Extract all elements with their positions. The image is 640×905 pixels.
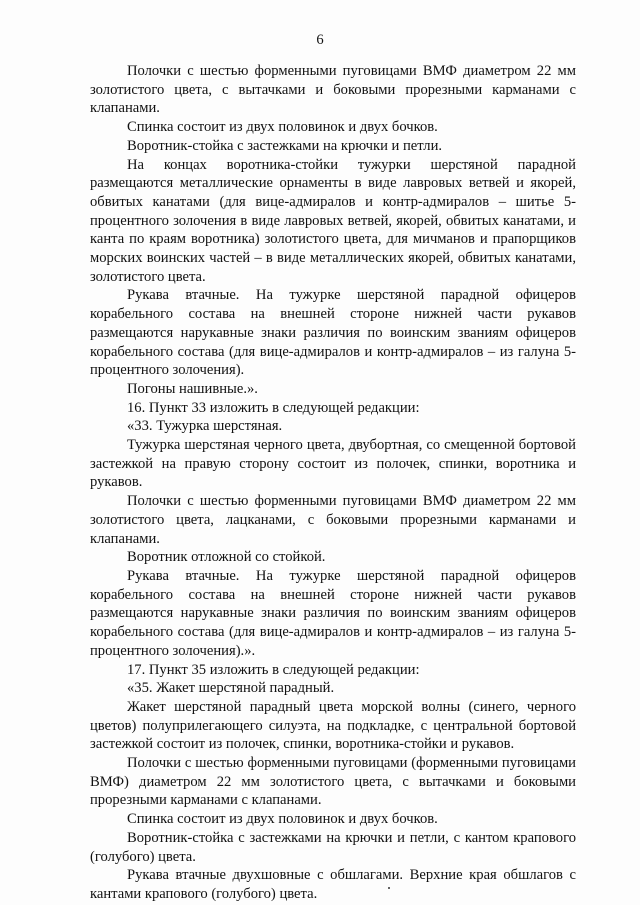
- page-number: 6: [316, 32, 324, 48]
- paragraph: «33. Тужурка шерстяная.: [127, 418, 283, 435]
- paragraph: Тужурка шерстяная черного цвета, двубортная, со смещенной бортовой застежкой на правую сторону состоит из полочек, спинки, воротника и рукавов.: [90, 437, 576, 491]
- paragraph: Спинка состоит из двух половинок и двух бочков.: [127, 811, 438, 828]
- paragraph: 17. Пункт 35 изложить в следующей редакции:: [127, 661, 420, 678]
- paragraph: Спинка состоит из двух половинок и двух бочков.: [127, 119, 438, 136]
- document-body: [90, 62, 576, 904]
- paragraph: «35. Жакет шерстяной парадный.: [127, 680, 335, 697]
- paragraph: Воротник-стойка с застежками на крючки и петли, с кантом крапового (голубого) цвета.: [90, 829, 576, 865]
- paragraph: Рукава втачные. На тужурке шерстяной парадной офицеров корабельного состава на внешней стороне нижней части рукавов размещаются нарукавные знаки различия по воинским званиям офицеров корабельного состава (для вице-адмиралов и контр-адмиралов – из галуна 5-процентного золочения).».: [90, 567, 576, 659]
- paragraph: Полочки с шестью форменными пуговицами ВМФ диаметром 22 мм золотистого цвета, с вытачками и боковыми прорезными карманами с клапанами.: [90, 63, 576, 117]
- paragraph: Рукава втачные двухшовные с обшлагами. Верхние края обшлагов с кантами крапового (голубого) цвета.: [90, 867, 576, 902]
- paragraph: На концах воротника-стойки тужурки шерстяной парадной размещаются металлические орнаменты в виде лавровых ветвей и якорей, обвитых канатами (для вице-адмиралов и контр-адмиралов – шитье 5-процентного золочения в виде лавровых ветвей, якорей, обвитых канатами, и канта по краям воротника) золотистого цвета, для мичманов и прапорщиков морских воинских частей – в виде металлических якорей, обвитых канатами, золотистого цвета.: [90, 156, 576, 285]
- paragraph: Жакет шерстяной парадный цвета морской волны (синего, черного цветов) полуприлегающего силуэта, на подкладке, с центральной бортовой застежкой состоит из полочек, спинки, воротника-стойки и рукавов.: [90, 698, 576, 753]
- paragraph: Полочки с шестью форменными пуговицами ВМФ диаметром 22 мм золотистого цвета, лацканами, с боковыми прорезными карманами и клапанами.: [90, 493, 576, 547]
- paragraph: Погоны нашивные.».: [127, 380, 258, 397]
- paragraph: Полочки с шестью форменными пуговицами (форменными пуговицами ВМФ) диаметром 22 мм золотистого цвета, с вытачками и боковыми прорезными карманами с клапанами.: [90, 755, 576, 809]
- paragraph: Воротник-стойка с застежками на крючки и петли.: [127, 137, 443, 154]
- scan-speck: [388, 887, 390, 889]
- paragraph: Рукава втачные. На тужурке шерстяной парадной офицеров корабельного состава на внешней стороне нижней части рукавов размещаются нарукавные знаки различия по воинским званиям офицеров корабельного состава (для вице-адмиралов и контр-адмиралов – из галуна 5-процентного золочения).: [90, 287, 576, 379]
- paragraph: 16. Пункт 33 изложить в следующей редакции:: [127, 399, 420, 416]
- paragraph: Воротник отложной со стойкой.: [127, 549, 326, 566]
